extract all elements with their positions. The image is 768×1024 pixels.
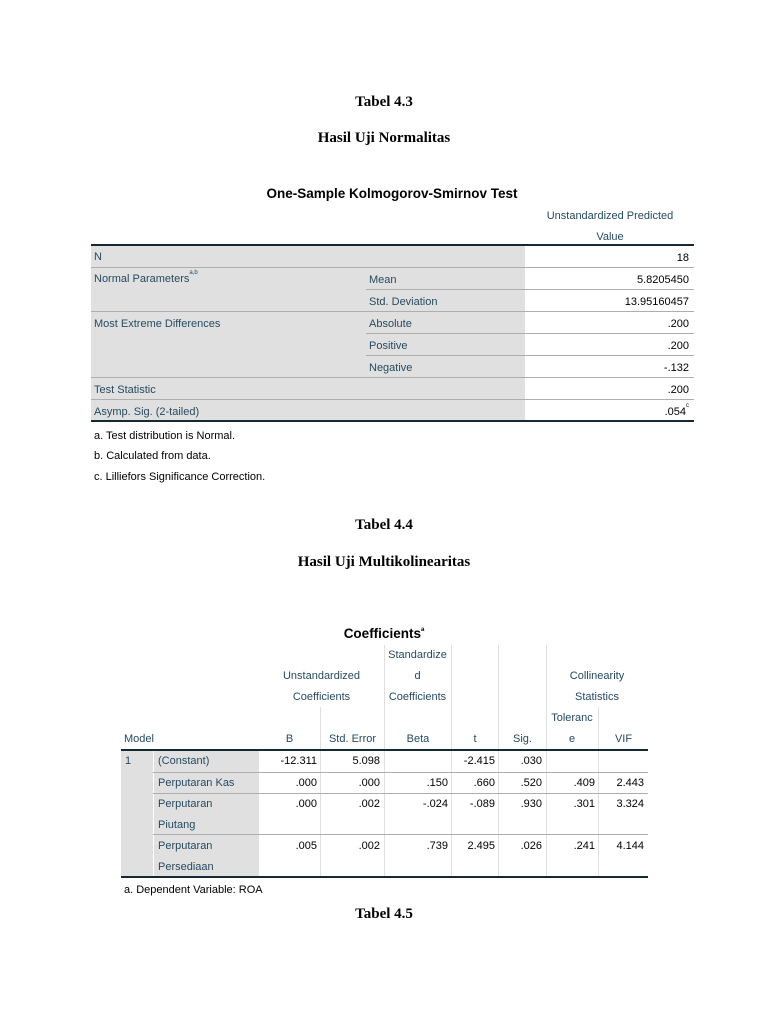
ks-row-n-value: 18 (676, 252, 689, 264)
coef-table (121, 645, 648, 878)
coef-header-std-3: Coefficients (388, 691, 447, 703)
coef-header-vif: VIF (614, 733, 633, 745)
ks-extreme-label: Most Extreme Differences (94, 318, 221, 330)
coef-row-kas-sig: .520 (520, 777, 542, 789)
coef-row-piutang-sig: .930 (520, 798, 542, 810)
ks-negative-label: Negative (369, 362, 413, 374)
coef-header-model: Model (124, 733, 154, 745)
coef-row-persediaan-name: Perputaran (158, 840, 213, 852)
ks-note-c: c. Lilliefors Significance Correction. (94, 471, 266, 483)
coef-row-piutang-beta: -.024 (422, 798, 448, 810)
coef-row-persediaan-tol: .241 (573, 840, 595, 852)
ks-test-statistic-label: Test Statistic (94, 384, 156, 396)
heading-multikolinearitas: Hasil Uji Multikolinearitas (297, 554, 471, 570)
coef-row-constant-se: 5.098 (352, 755, 380, 767)
coef-row-constant-b: -12.311 (280, 755, 317, 767)
coef-header-b: B (285, 733, 294, 745)
coef-row-kas-b: .000 (295, 777, 317, 789)
coef-row-kas-name: Perputaran Kas (158, 777, 235, 789)
ks-row-n-label: N (94, 251, 102, 263)
ks-note-a: a. Test distribution is Normal. (94, 430, 236, 442)
coef-row-persediaan-t: 2.495 (467, 840, 495, 852)
coef-row-constant-name: (Constant) (158, 755, 210, 767)
table-number-4-4: Tabel 4.4 (355, 517, 413, 533)
coef-row-piutang-t: -.089 (469, 798, 495, 810)
coef-row-persediaan-se: .002 (358, 840, 380, 852)
coef-note: a. Dependent Variable: ROA (124, 884, 263, 896)
ks-absolute-label: Absolute (369, 318, 412, 330)
coef-header-sig: Sig. (513, 733, 532, 745)
coef-table-title: Coefficients$^a$ (343, 626, 425, 641)
coef-row-persediaan-name2: Persediaan (158, 861, 214, 873)
coef-row-piutang-b: .000 (295, 798, 317, 810)
coef-header-unstd-2: Coefficients (292, 691, 351, 703)
ks-asymp-value: .054$^c$ (664, 403, 689, 418)
coef-header-t: t (473, 733, 477, 745)
coef-header-std-2: d (414, 670, 421, 682)
coef-row-persediaan-beta: .739 (426, 840, 448, 852)
coef-row-piutang-vif: 3.324 (616, 798, 644, 810)
coef-header-coll-1: Collinearity (569, 670, 625, 682)
table-number-4-5: Tabel 4.5 (355, 906, 413, 922)
coef-row-kas-vif: 2.443 (616, 777, 644, 789)
coef-header-unstd-1: Unstandardized (282, 670, 361, 682)
ks-normal-parameters-label: Normal Parameters$^{a,b}$ (94, 270, 198, 285)
coef-row-constant-t: -2.415 (463, 755, 495, 767)
ks-note-b: b. Calculated from data. (94, 450, 211, 462)
coef-header-beta: Beta (406, 733, 430, 745)
ks-std-dev-label: Std. Deviation (369, 296, 438, 308)
ks-col-header-line1: Unstandardized Predicted (546, 210, 674, 222)
coef-row-kas-beta: .150 (426, 777, 448, 789)
ks-col-header-line2: Value (596, 231, 624, 243)
ks-test-statistic-value: .200 (667, 384, 689, 396)
coef-row-kas-tol: .409 (573, 777, 595, 789)
coef-model-number: 1 (125, 755, 132, 767)
coef-row-kas-t: .660 (473, 777, 495, 789)
coef-row-piutang-name2: Piutang (158, 819, 196, 831)
ks-negative-value: -.132 (663, 362, 689, 374)
coef-header-tol-2: e (568, 733, 576, 745)
ks-table (91, 206, 694, 422)
coef-header-std-error: Std. Error (328, 733, 377, 745)
coef-row-piutang-se: .002 (358, 798, 380, 810)
ks-asymp-label: Asymp. Sig. (2-tailed) (94, 406, 200, 418)
ks-positive-label: Positive (369, 340, 408, 352)
ks-absolute-value: .200 (667, 318, 689, 330)
coef-header-coll-2: Statistics (574, 691, 619, 703)
heading-normalitas: Hasil Uji Normalitas (317, 130, 451, 146)
coef-row-piutang-name: Perputaran (158, 798, 213, 810)
coef-row-persediaan-sig: .026 (520, 840, 542, 852)
coef-row-persediaan-vif: 4.144 (616, 840, 644, 852)
coef-row-constant-sig: .030 (520, 755, 542, 767)
ks-table-title: One-Sample Kolmogorov-Smirnov Test (266, 186, 518, 201)
ks-mean-label: Mean (369, 274, 397, 286)
ks-std-dev-value: 13.95160457 (624, 296, 689, 308)
coef-header-std-1: Standardize (388, 649, 447, 661)
coef-row-persediaan-b: .005 (295, 840, 317, 852)
table-number-4-3: Tabel 4.3 (355, 94, 413, 110)
coef-row-piutang-tol: .301 (573, 798, 595, 810)
ks-positive-value: .200 (667, 340, 689, 352)
ks-mean-value: 5.8205450 (637, 274, 689, 286)
coef-header-tol-1: Toleranc (551, 712, 593, 724)
coef-row-kas-se: .000 (358, 777, 380, 789)
